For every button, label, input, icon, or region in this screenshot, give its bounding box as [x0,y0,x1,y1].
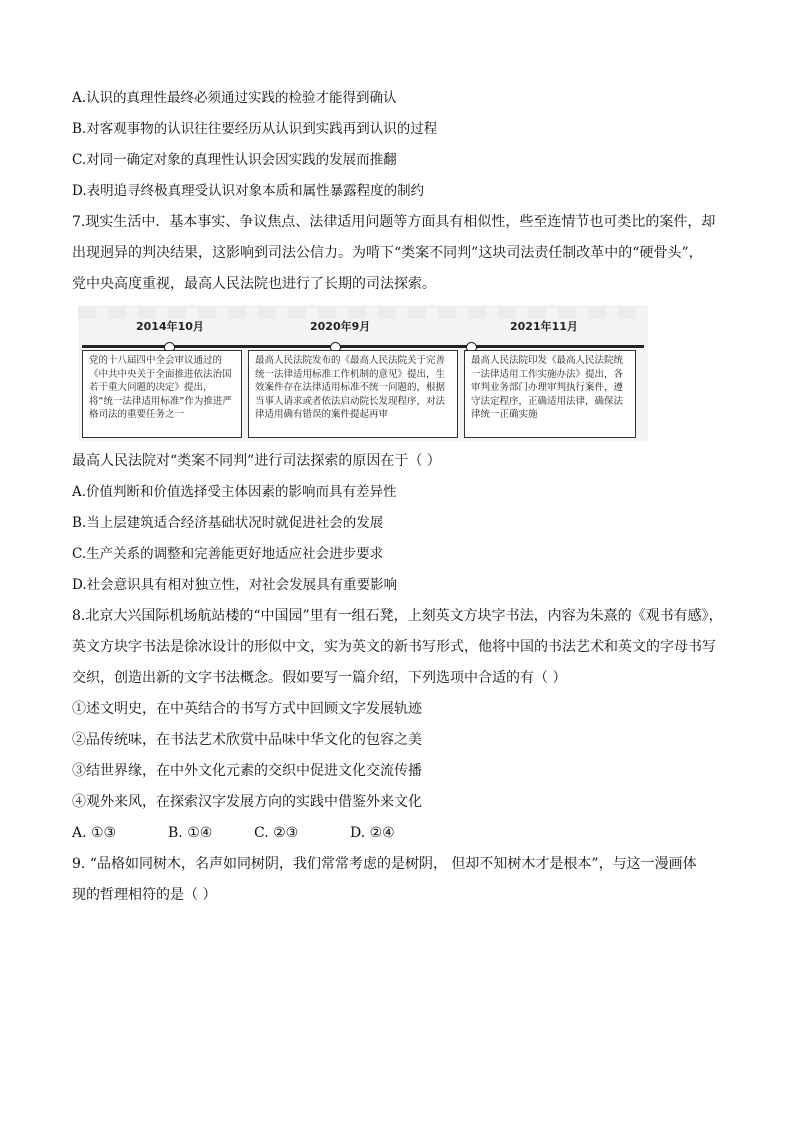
q8-answer-b: B. ①④ [168,825,213,841]
timeline-date-2: 2020年9月 [310,320,371,333]
q8-item-1: ①述文明史，在中英结合的书写方式中回顾文字发展轨迹 [72,701,422,717]
q6-option-b: B.对客观事物的认识往往要经历从认识到实践再到认识的过程 [72,121,438,137]
timeline-date-3: 2021年11月 [510,320,578,333]
q9-stem-line-1: 9. “品格如同树木，名声如同树阴，我们常常考虑的是树阴， 但却不知树木才是根本”，与这一漫画体 [72,856,697,872]
timeline-box-3: 最高人民法院印发《最高人民法院统一法律适用工作实施办法》提出，各审判业务部门办理审判执行案件，遵守法定程序，正确适用法律，确保法律统一正确实施 [464,350,636,438]
timeline-box-2: 最高人民法院发布的《最高人民法院关于完善统一法律适用标准工作机制的意见》提出，生效案件存在法律适用标准不统一问题的，根据当事人请求或者依法启动院长发现程序，对法律适用确有错误的案件提起再审 [248,350,458,438]
q8-stem-line-2: 英文方块字书法是徐冰设计的形似中文，实为英文的新书写形式，他将中国的书法艺术和英文的字母书写 [72,639,716,655]
q7-option-b: B.当上层建筑适合经济基础状况时就促进社会的发展 [72,515,384,531]
q7-timeline-figure [78,305,648,441]
q7-option-c: C.生产关系的调整和完善能更好地适应社会进步要求 [72,546,384,562]
q7-stem-line-3: 党中央高度重视，最高人民法院也进行了长期的司法探索。 [72,276,436,292]
q6-option-a: A.认识的真理性最终必须通过实践的检验才能得到确认 [72,90,397,106]
q7-stem-line-1: 7.现实生活中．基本事实、争议焦点、法律适用问题等方面具有相似性，些至连情节也可类比的案件，却 [72,214,716,230]
timeline-box-1: 党的十八届四中全会审议通过的《中共中央关于全面推进依法治国若干重大问题的决定》提出，将“统一法律适用标准”作为推进严格司法的重要任务之一 [82,350,242,438]
q9-stem-line-2: 现的哲理相符的是（ ） [72,887,217,903]
q8-answer-c: C. ②③ [254,825,299,841]
q6-option-d: D.表明追寻终极真理受认识对象本质和属性暴露程度的制约 [72,183,425,199]
q8-answer-a: A. ①③ [72,825,117,841]
q7-stem-line-2: 出现迥异的判决结果，这影响到司法公信力。为啃下“类案不同判”这块司法责任制改革中的“硬骨头”， [72,245,703,261]
q8-item-4: ④观外来风，在探索汉字发展方向的实践中借鉴外来文化 [72,794,422,810]
q8-answer-d: D. ②④ [350,825,395,841]
q8-stem-line-3: 交织，创造出新的文字书法概念。假如要写一篇介绍，下列选项中合适的有（ ） [72,670,567,686]
q8-item-2: ②品传统味，在书法艺术欣赏中品味中华文化的包容之美 [72,732,422,748]
q8-answer-choices [72,823,732,843]
q7-question: 最高人民法院对“类案不同判”进行司法探索的原因在于（ ） [72,453,441,469]
q7-option-a: A.价值判断和价值选择受主体因素的影响而具有差异性 [72,484,397,500]
q6-option-c: C.对同一确定对象的真理性认识会因实践的发展而推翻 [72,152,397,168]
q8-item-3: ③结世界缘，在中外文化元素的交织中促进文化交流传播 [72,763,422,779]
q8-stem-line-1: 8.北京大兴国际机场航站楼的“中国园”里有一组石凳，上刻英文方块字书法，内容为朱熹的《观书有感》， [72,608,723,624]
timeline-date-1: 2014年10月 [136,320,204,333]
q7-option-d: D.社会意识具有相对独立性，对社会发展具有重要影响 [72,577,398,593]
